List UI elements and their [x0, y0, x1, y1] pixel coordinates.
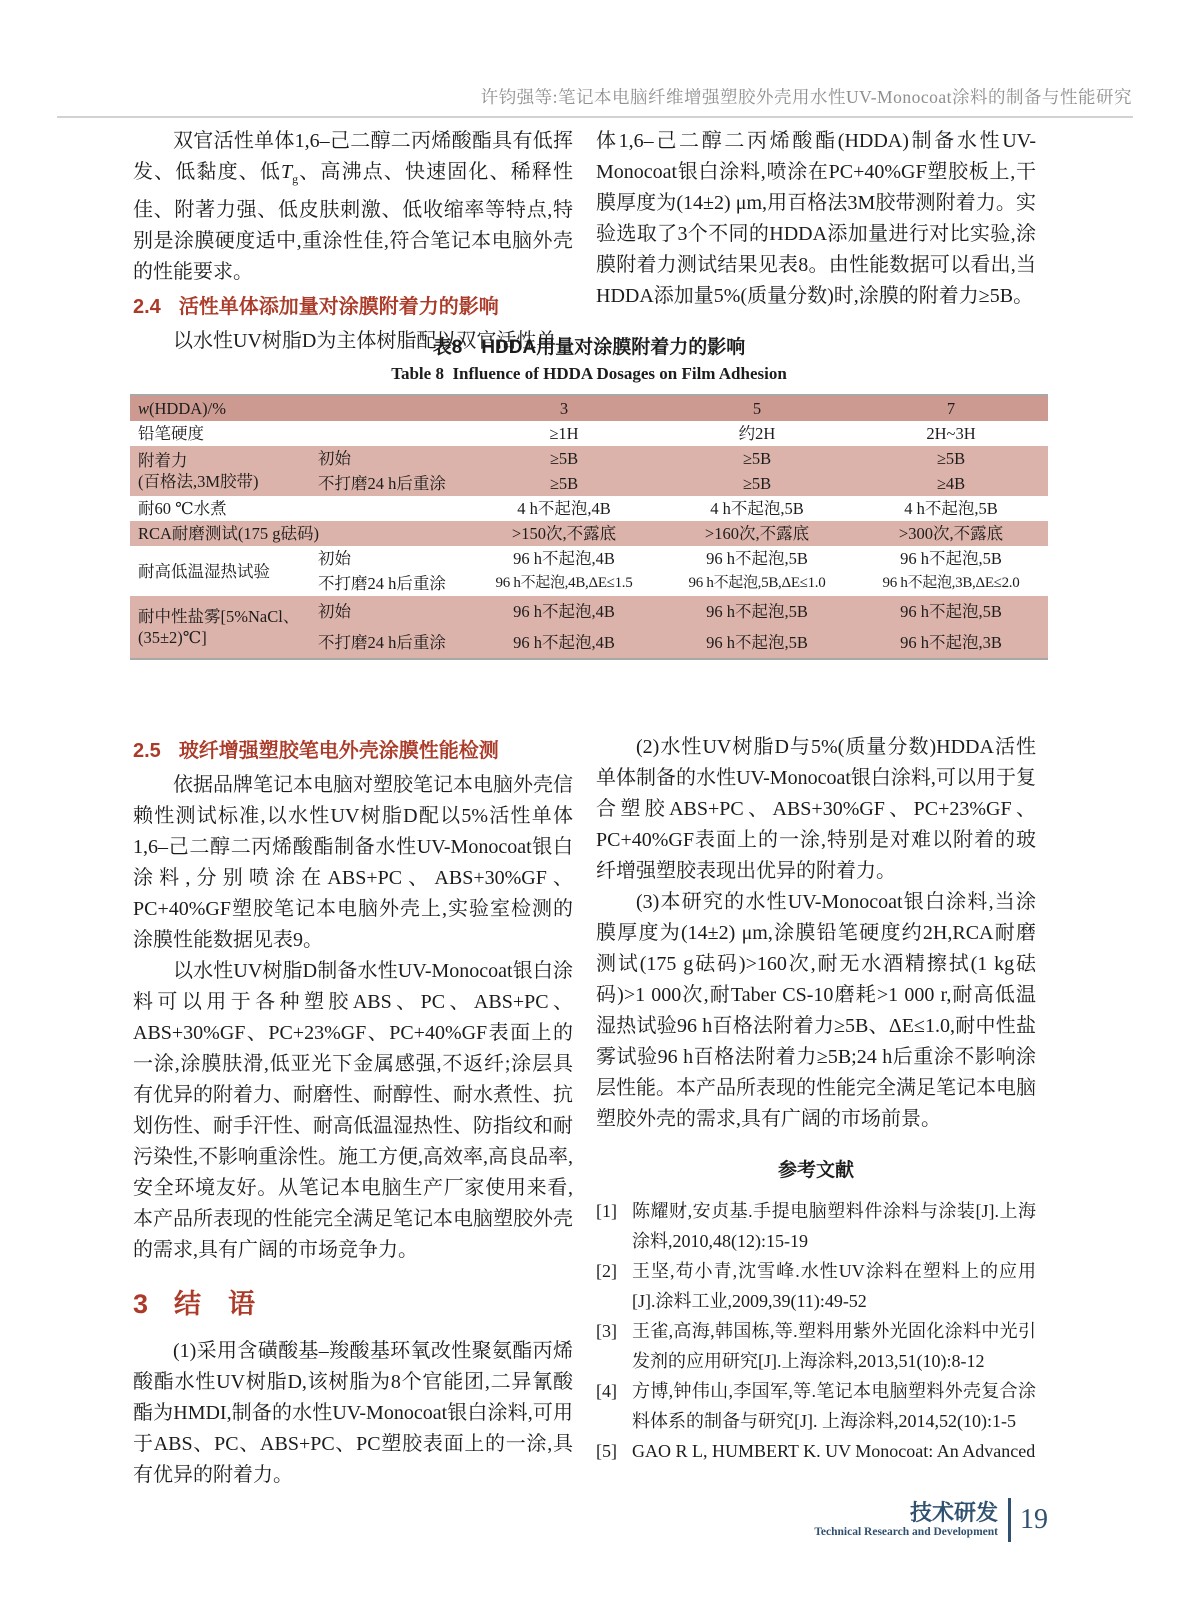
- row-heat-initial-sub: 初始: [318, 549, 351, 568]
- reference-item: [596, 1316, 1036, 1376]
- reference-text: 王坚,苟小青,沈雪峰.水性UV涂料在塑料上的应用[J].涂料工业,2009,39(11):49-52: [632, 1261, 1036, 1311]
- reference-text: 陈耀财,安贞基.手提电脑塑料件涂料与涂装[J].上海涂料,2010,48(12):15-19: [632, 1201, 1036, 1251]
- page-number: 19: [1020, 1504, 1048, 1535]
- reference-text: 王雀,高海,韩国栋,等.塑料用紫外光固化涂料中光引发剂的应用研究[J].上海涂料,2013,51(10):8-12: [632, 1321, 1036, 1371]
- conclusion-paragraph-1: (1)采用含磺酸基–羧酸基环氧改性聚氨酯丙烯酸酯水性UV树脂D,该树脂为8个官能团,二异氰酸酯为HMDI,制备的水性UV-Monocoat银白涂料,可用于ABS、PC、ABS+PC、PC塑胶表面上的一涂,具有优异的附着力。: [133, 1340, 573, 1486]
- row-salt-label-line2: (35±2)℃]: [138, 628, 207, 647]
- table8-row-rca: [130, 521, 1048, 546]
- row-salt-label-line1: 耐中性盐雾[5%NaCl、: [138, 607, 300, 626]
- row-salt-initial-c1: 96 h不起泡,4B: [513, 602, 615, 621]
- section-3-title: 结 语: [174, 1289, 256, 1319]
- row-heat-label: 耐高低温湿热试验: [138, 561, 270, 581]
- row-heat-initial-c2: 96 h不起泡,5B: [706, 549, 808, 568]
- row-adhesion-initial-c3: ≥5B: [936, 449, 966, 468]
- header-rule: [57, 116, 1133, 118]
- row-heat-initial-c1: 96 h不起泡,4B: [513, 549, 615, 568]
- table8-row-adhesion-initial: [130, 446, 1048, 471]
- row-adhesion-initial-sub: 初始: [318, 449, 351, 468]
- row-heat-recoat-sub: 不打磨24 h后重涂: [318, 574, 446, 593]
- row-rca-label: RCA耐磨测试(175 g砝码): [138, 524, 320, 543]
- row-adhesion-recoat-c3: ≥4B: [936, 474, 966, 493]
- section-2-5-paragraph-1: 依据品牌笔记本电脑对塑胶笔记本电脑外壳信赖性测试标准,以水性UV树脂D配以5%活性单体1,6–己二醇二丙烯酸酯制备水性UV-Monocoat银白涂料,分别喷涂在ABS+PC、ABS+30%GF、PC+40%GF塑胶笔记本电脑外壳上,实验室检测的涂膜性能数据见表9。: [133, 774, 573, 951]
- row-heat-recoat-c3: 96 h不起泡,3B,ΔE≤2.0: [882, 575, 1020, 591]
- row-rca-c1: >150次,不露底: [511, 524, 617, 543]
- row-salt-initial-c3: 96 h不起泡,5B: [900, 602, 1002, 621]
- row-boil-c2: 4 h不起泡,5B: [710, 499, 804, 518]
- row-adhesion-label-line1: 附着力: [138, 451, 188, 470]
- w-symbol: w: [138, 399, 150, 418]
- top-left-column: [133, 126, 573, 357]
- section-2-4-heading: [133, 292, 573, 323]
- reference-item: [596, 1256, 1036, 1316]
- section-2-5-paragraph-2: 以水性UV树脂D制备水性UV-Monocoat银白涂料可以用于各种塑胶ABS、PC、ABS+PC、ABS+30%GF、PC+23%GF、PC+40%GF表面上的一涂,涂膜肤滑,低亚光下金属感强,不返纤;涂层具有优异的附着力、耐磨性、耐醇性、耐水煮性、抗划伤性、耐手汗性、耐高低温湿热性、防指纹和耐污染性,不影响重涂性。施工方便,高效率,高良品率,安全环境友好。从笔记本电脑生产厂家使用来看,本产品所表现的性能完全满足笔记本电脑塑胶外壳的需求,具有广阔的市场竞争力。: [133, 960, 573, 1261]
- row-rca-c3: >300次,不露底: [898, 524, 1004, 543]
- footer-section-en: Technical Research and Development: [814, 1525, 998, 1538]
- row-heat-recoat-c2: 96 h不起泡,5B,ΔE≤1.0: [688, 575, 826, 591]
- conclusion-paragraph-3: (3)本研究的水性UV-Monocoat银白涂料,当涂膜厚度为(14±2) μm,涂膜铅笔硬度约2H,RCA耐磨测试(175 g砝码)>160次,耐无水酒精擦拭(1 kg砝码)>1 000次,耐Taber CS-10磨耗>1 000 r,耐高低温湿热试验96 h百格法附着力≥5B、ΔE≤1.0,耐中性盐雾试验96 h百格法附着力≥5B;24 h后重涂不影响涂层性能。本产品所表现的性能完全满足笔记本电脑塑胶外壳的需求,具有广阔的市场前景。: [596, 891, 1036, 1130]
- bottom-left-column: [133, 732, 573, 1491]
- section-2-4-paragraph-right: 体1,6–己二醇二丙烯酸酯(HDDA)制备水性UV-Monocoat银白涂料,喷涂在PC+40%GF塑胶板上,干膜厚度为(14±2) μm,用百格法3M胶带测附着力。实验选取了3个不同的HDDA添加量进行对比实验,涂膜附着力测试结果见表8。由性能数据可以看出,当HDDA添加量5%(质量分数)时,涂膜的附着力≥5B。: [596, 130, 1036, 307]
- row-adhesion-recoat-sub: 不打磨24 h后重涂: [318, 474, 446, 493]
- reference-item: [596, 1196, 1036, 1256]
- row-boil-c3: 4 h不起泡,5B: [904, 499, 998, 518]
- table8-row-heat-initial: [130, 546, 1048, 571]
- table8-header-col2: 5: [752, 399, 762, 418]
- row-salt-recoat-c1: 96 h不起泡,4B: [513, 633, 615, 652]
- table8-header-col1: 3: [559, 399, 569, 418]
- intro-text-post: 、高沸点、快速固化、稀释性佳、附著力强、低皮肤刺激、低收缩率等特点,特别是涂膜硬度适中,重涂性佳,符合笔记本电脑外壳的性能要求。: [133, 161, 574, 283]
- row-salt-initial-c2: 96 h不起泡,5B: [706, 602, 808, 621]
- footer-section-zh: 技术研发: [909, 1499, 998, 1525]
- tg-subscript: g: [292, 172, 299, 186]
- row-rca-c2: >160次,不露底: [704, 524, 810, 543]
- reference-text: 方博,钟伟山,李国军,等.笔记本电脑塑料外壳复合涂料体系的制备与研究[J]. 上海涂料,2014,52(10):1-5: [632, 1381, 1036, 1431]
- section-2-5-title: 玻纤增强塑胶笔电外壳涂膜性能检测: [178, 740, 499, 762]
- row-adhesion-recoat-c2: ≥5B: [742, 474, 772, 493]
- tg-symbol: T: [281, 161, 293, 183]
- row-heat-initial-c3: 96 h不起泡,5B: [900, 549, 1002, 568]
- reference-item: [596, 1376, 1036, 1436]
- row-adhesion-label: [130, 446, 310, 496]
- section-3-heading: [133, 1284, 573, 1324]
- footer-section: [814, 1501, 998, 1540]
- intro-text-pre: 双官活性单体1,6–己二醇二丙烯酸酯具有低挥发、低黏度、低: [133, 130, 573, 183]
- row-pencil-c3: 2H~3H: [926, 424, 976, 443]
- reference-number: [5]: [596, 1441, 617, 1461]
- row-salt-label: [130, 596, 310, 659]
- row-salt-initial-sub: 初始: [318, 602, 351, 621]
- row-boil-c1: 4 h不起泡,4B: [517, 499, 611, 518]
- row-adhesion-recoat-c1: ≥5B: [549, 474, 579, 493]
- table8-header-row: [130, 395, 1048, 421]
- reference-item: [596, 1436, 1036, 1466]
- section-2-4-number: 2.4: [133, 296, 161, 318]
- row-adhesion-initial-c1: ≥5B: [549, 449, 579, 468]
- table8-header-label-rest: (HDDA)/%: [149, 399, 226, 418]
- table8-header-label: [130, 395, 468, 421]
- section-2-4-paragraph-left: 以水性UV树脂D为主体树脂配以双官活性单: [173, 330, 557, 352]
- reference-number: [3]: [596, 1321, 617, 1341]
- row-adhesion-label-line2: (百格法,3M胶带): [138, 472, 259, 491]
- reference-number: [4]: [596, 1381, 617, 1401]
- table8-row-pencil: [130, 421, 1048, 446]
- table8-header-col3: 7: [946, 399, 956, 418]
- table8-row-salt-initial: [130, 596, 1048, 627]
- bottom-right-column: [596, 732, 1036, 1466]
- table8-row-boil: [130, 496, 1048, 521]
- reference-number: [1]: [596, 1201, 617, 1221]
- row-boil-label: 耐60 ℃水煮: [138, 499, 227, 518]
- row-pencil-label: 铅笔硬度: [138, 424, 204, 443]
- table8: [130, 394, 1048, 660]
- top-right-column: [596, 126, 1036, 312]
- row-salt-recoat-c2: 96 h不起泡,5B: [706, 633, 808, 652]
- running-title: 许钧强等:笔记本电脑纤维增强塑胶外壳用水性UV-Monocoat涂料的制备与性能研究: [480, 87, 1132, 107]
- intro-paragraph: [133, 126, 573, 288]
- footer-divider-bar: [1008, 1498, 1011, 1542]
- conclusion-paragraph-2: (2)水性UV树脂D与5%(质量分数)HDDA活性单体制备的水性UV-Monocoat银白涂料,可以用于复合塑胶ABS+PC、ABS+30%GF、PC+23%GF、PC+40%GF表面上的一涂,特别是对难以附着的玻纤增强塑胶表现出优异的附着力。: [596, 736, 1036, 882]
- row-adhesion-initial-c2: ≥5B: [742, 449, 772, 468]
- section-2-4-title: 活性单体添加量对涂膜附着力的影响: [178, 296, 499, 318]
- section-2-5-number: 2.5: [133, 740, 161, 762]
- reference-text: GAO R L, HUMBERT K. UV Monocoat: An Advanced: [632, 1441, 1036, 1461]
- table8-block: [130, 336, 1048, 660]
- references-title: 参考文献: [777, 1160, 854, 1181]
- row-pencil-c1: ≥1H: [549, 424, 579, 443]
- row-salt-recoat-c3: 96 h不起泡,3B: [900, 633, 1002, 652]
- section-2-5-heading: [133, 736, 573, 767]
- row-pencil-c2: 约2H: [738, 424, 776, 443]
- page-footer: [814, 1498, 1048, 1542]
- table8-caption-en: Table 8 Influence of HDDA Dosages on Film Adhesion: [391, 364, 787, 383]
- row-heat-recoat-c1: 96 h不起泡,4B,ΔE≤1.5: [495, 575, 633, 591]
- reference-number: [2]: [596, 1261, 617, 1281]
- section-3-number: 3: [133, 1289, 149, 1319]
- row-salt-recoat-sub: 不打磨24 h后重涂: [318, 633, 446, 652]
- table8-caption-zh: 表8 HDDA用量对涂膜附着力的影响: [432, 337, 746, 358]
